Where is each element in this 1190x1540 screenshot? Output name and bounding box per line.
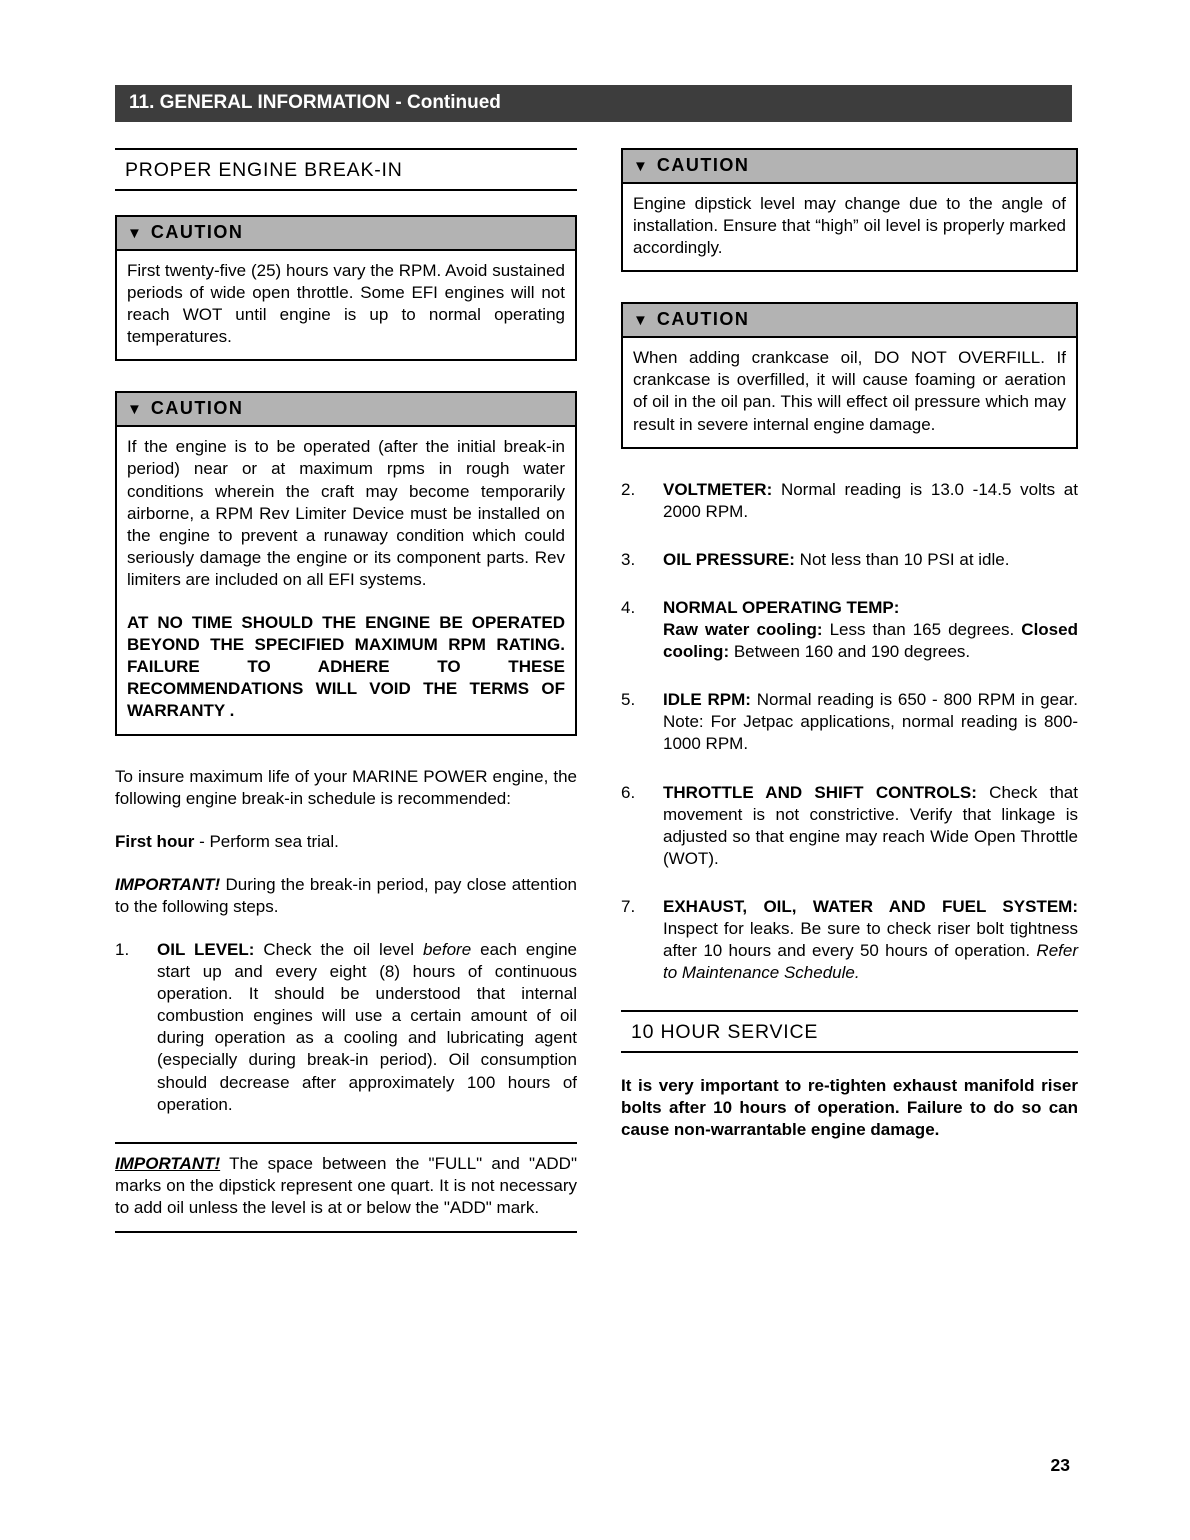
voltmeter-text: Normal reading is 13.0 -14.5 volts at 2000 RPM. [663,479,1078,521]
caution-triangle-icon: ▼ [633,158,648,175]
page-header-title: 11. GENERAL INFORMATION - Continued [129,92,501,113]
operating-temp-item [621,597,1078,663]
important-note-1-text: During the break-in period, pay close attention to the following steps. [115,874,577,916]
important-note-1-label: IMPORTANT! [115,874,221,894]
caution-box-dipstick-level [621,148,1078,272]
caution-body-overfill: When adding crankcase oil, DO NOT OVERFILL. If crankcase is overfilled, it will cause foaming or aeration of oil in the oil pan. This will effect oil pressure which may result in severe internal engine damage. [633,348,1066,434]
item-number: 4. [621,597,636,617]
first-hour-line [115,831,577,853]
caution-header [623,304,1076,338]
voltmeter-item [621,479,1078,523]
throttle-shift-item [621,782,1078,870]
oil-level-label: OIL LEVEL: [157,939,255,959]
item-number: 2. [621,479,636,499]
first-hour-label: First hour [115,831,195,851]
raw-water-cooling-label: Raw water cooling: [663,620,823,640]
idle-rpm-item-body [663,689,1078,755]
item-number: 3. [621,549,636,569]
oil-level-item-body [157,939,577,1116]
ten-hour-service-paragraph: It is very important to re-tighten exhaust manifold riser bolts after 10 hours of operation. Failure to do so can cause non-warrantable engine damage. [621,1076,1078,1140]
caution-triangle-icon: ▼ [127,401,142,419]
section-title-text: PROPER ENGINE BREAK-IN [125,159,403,181]
page-header-bar [115,85,1072,122]
item-number: 7. [621,896,636,916]
caution-box-overfill [621,302,1078,448]
page-number: 23 [1050,1455,1070,1475]
first-hour-text: - Perform sea trial. [194,831,339,851]
important-note-2-paragraph [115,1153,577,1219]
exhaust-leaks-item-body [663,896,1078,984]
voltmeter-label: VOLTMETER: [663,479,773,499]
section-title-text: 10 HOUR SERVICE [631,1021,819,1044]
important-note-2-text: The space between the "FULL" and "ADD" marks on the dipstick represent one quart. It is not necessary to add oil unless the level is at or below the "ADD" mark. [115,1153,577,1217]
two-column-layout [115,148,1077,1233]
caution-label: CAUTION [150,222,244,242]
caution-box-rev-limiter [115,391,577,735]
intro-paragraph: To insure maximum life of your MARINE POWER engine, the following engine break-in schedule is recommended: [115,766,577,808]
section-title-proper-engine-break-in [115,148,577,191]
caution-header [623,150,1076,184]
item-number: 6. [621,782,636,802]
important-note-1 [115,874,577,918]
exhaust-leaks-italic-text: Refer to Maintenance Schedule. [663,941,1078,983]
caution-label: CAUTION [656,309,750,330]
oil-level-item [115,939,577,1116]
left-column [115,148,577,1233]
right-column [621,148,1078,1233]
section-title-10-hour-service [621,1010,1078,1053]
exhaust-leaks-label: EXHAUST, OIL, WATER AND FUEL SYSTEM: [663,896,1078,916]
exhaust-leaks-text: Inspect for leaks. Be sure to check riser bolt tightness after 10 hours and every 50 hours of operation. [663,918,1078,961]
caution-header [117,217,575,251]
oil-pressure-label: OIL PRESSURE: [663,549,795,569]
operating-temp-label: NORMAL OPERATING TEMP: [663,597,900,617]
oil-pressure-text: Not less than 10 PSI at idle. [794,549,1010,569]
oil-level-text-b: each engine start up and every eight (8) hours of continuous operation. It should be understood that internal combustion engines will use a certain amount of oil during operation as a cooling and lubricating agent (especially during break-in period). Oil consumption should decrease after approximately 100 hours of operation. [157,939,577,1114]
important-note-2 [115,1142,577,1233]
throttle-shift-item-body [663,782,1078,870]
caution-triangle-icon: ▼ [127,225,142,242]
item-number: 1. [115,939,130,959]
throttle-shift-label: THROTTLE AND SHIFT CONTROLS: [663,782,977,802]
operating-temp-item-body [663,597,1078,663]
throttle-shift-text: Check that movement is not constrictive. Verify that linkage is adjusted so that engine may reach Wide Open Throttle (WOT). [663,782,1078,868]
caution-paragraph-rev-limiter: If the engine is to be operated (after the initial break-in period) near or at maximum rpms in rough water conditions wherein the craft may become temporarily airborne, a RPM Rev Limiter Device must be installed on the engine to prevent a runaway condition which could seriously damage the engine or its component parts. Rev limiters are included on all EFI systems. [127,437,565,589]
caution-body-rev-limiter [117,427,575,733]
caution-body-dipstick-level: Engine dipstick level may change due to the angle of installation. Ensure that “high” oil level is properly marked accordingly. [633,194,1066,258]
caution-label: CAUTION [150,398,244,419]
oil-level-italic-word: before [422,939,472,959]
voltmeter-item-body [663,479,1078,523]
oil-level-text-a: Check the oil level [254,939,423,959]
idle-rpm-text: Normal reading is 650 - 800 RPM in gear. Note: For Jetpac applications, normal reading is 800-1000 RPM. [663,690,1078,754]
closed-cooling-label: Closed cooling: [663,620,1078,662]
exhaust-leaks-item [621,896,1078,984]
raw-water-cooling-text: Less than 165 degrees. [822,620,1015,640]
caution-header [117,393,575,427]
caution-label: CAUTION [656,155,750,175]
idle-rpm-item [621,689,1078,755]
closed-cooling-text: Between 160 and 190 degrees. [729,642,971,662]
caution-triangle-icon: ▼ [633,312,648,330]
oil-pressure-item-body [663,549,1078,571]
caution-box-rpm-variation [115,215,577,361]
important-note-2-label: IMPORTANT! [115,1153,221,1173]
caution-paragraph-warranty-warning: AT NO TIME SHOULD THE ENGINE BE OPERATED BEYOND THE SPECIFIED MAXIMUM RPM RATING. FAILURE TO ADHERE TO THESE RECOMMENDATIONS WILL VOID THE TERMS OF WARRANTY . [127,613,565,721]
item-number: 5. [621,690,636,710]
caution-body-rpm-variation: First twenty-five (25) hours vary the RPM. Avoid sustained periods of wide open throttle. Some EFI engines will not reach WOT until engine is up to normal operating temperatures. [127,261,565,347]
oil-pressure-item [621,549,1078,571]
idle-rpm-label: IDLE RPM: [663,690,751,710]
